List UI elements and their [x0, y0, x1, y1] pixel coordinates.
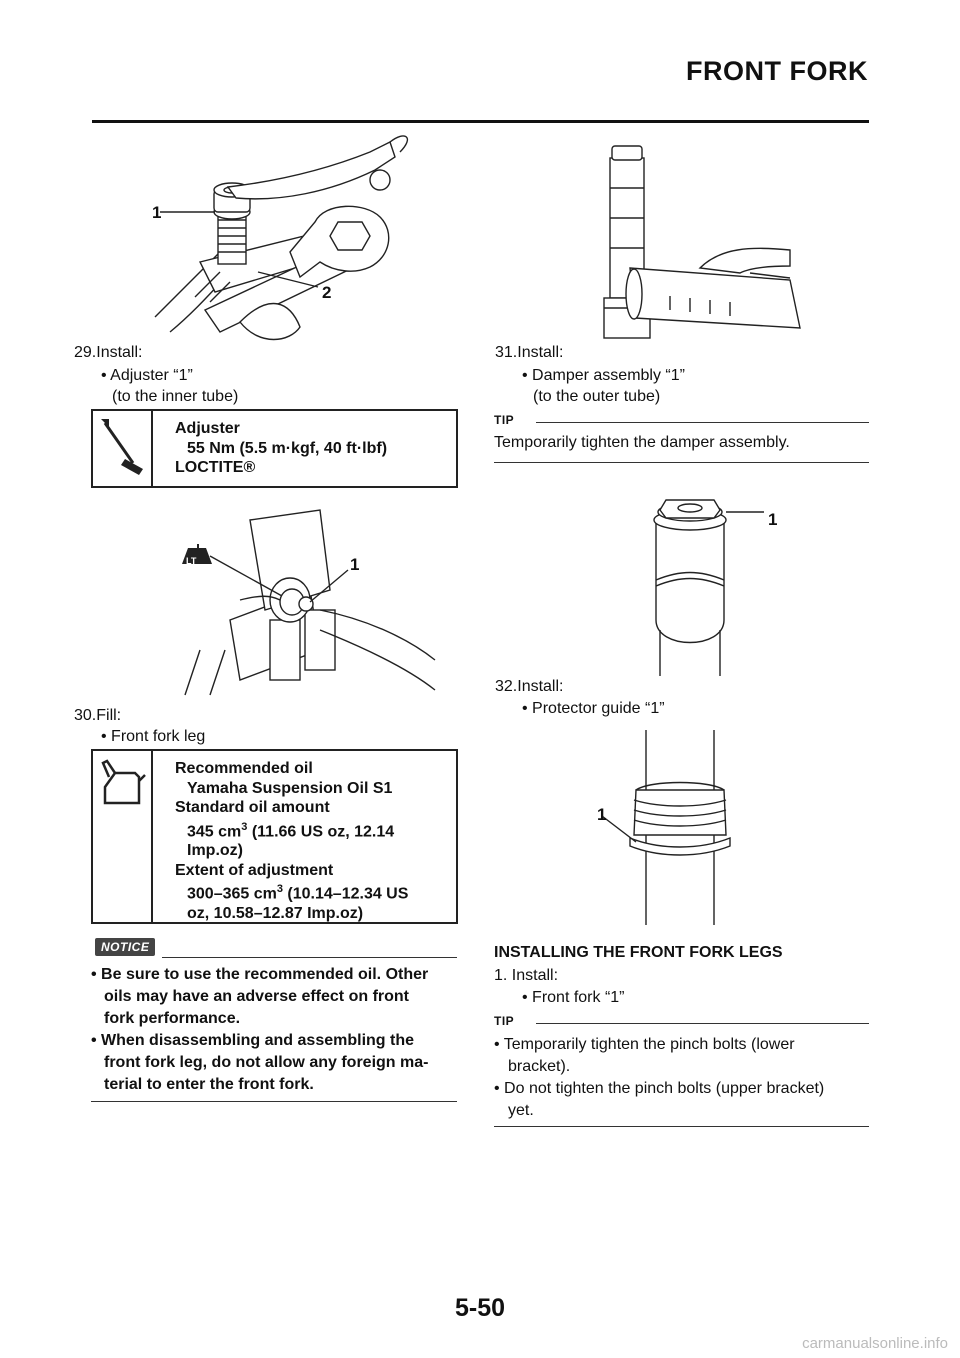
step-31-item-note: (to the outer tube) — [533, 388, 661, 405]
notice-line-2: oils may have an adverse effect on front — [104, 988, 409, 1005]
tip-text-31: Temporarily tighten the damper assembly. — [494, 434, 790, 451]
notice-top-rule — [162, 957, 457, 958]
fig2-callout-1: 1 — [350, 555, 360, 574]
notice-line-5: front fork leg, do not allow any foreign ma- — [104, 1054, 429, 1071]
tip-line-4: yet. — [508, 1102, 534, 1119]
notice-line-1: • Be sure to use the recommended oil. Other — [91, 966, 429, 983]
torque-spec-box — [91, 409, 458, 488]
tip-line-3: • Do not tighten the pinch bolts (upper bracket) — [494, 1080, 825, 1097]
tip-bottom-rule-31 — [494, 462, 869, 463]
watermark: carmanualsonline.info — [802, 1335, 948, 1352]
oil-adjust-value: 300–365 $cm^3$ (10.14–12.34 US — [187, 883, 409, 903]
tip-bottom-rule-section — [494, 1126, 869, 1127]
step-31-title: 31.Install: — [495, 344, 564, 361]
spec-item-name: Adjuster — [175, 420, 240, 437]
oil-adjust-label: Extent of adjustment — [175, 861, 334, 879]
spec-icon-cell — [93, 411, 153, 486]
page-title: FRONT FORK — [686, 56, 868, 86]
notice-line-3: fork performance. — [104, 1010, 241, 1027]
protector-callout-1: 1 — [597, 805, 607, 824]
step-32-item: • Protector guide “1” — [522, 700, 665, 717]
step-30-item: • Front fork leg — [101, 728, 206, 745]
callout-2: 2 — [322, 283, 332, 302]
tip-label-31: TIP — [494, 413, 515, 427]
page-number: 5-50 — [454, 1294, 506, 1322]
step-29-item-note: (to the inner tube) — [112, 388, 239, 405]
oil-adjust-value-cont: oz, 10.58–12.87 Imp.oz) — [187, 905, 364, 923]
header-rule — [92, 120, 869, 123]
spec-torque-value: 55 Nm (5.5 m·kgf, 40 ft·lbf) — [187, 439, 388, 457]
oil-label: Recommended oil — [175, 760, 313, 777]
tip-line-1: • Temporarily tighten the pinch bolts (lower — [494, 1036, 795, 1053]
tip-top-rule-section — [536, 1023, 869, 1024]
step-32-title: 32.Install: — [495, 678, 564, 695]
tip-top-rule-31 — [536, 422, 869, 423]
callout-1: 1 — [152, 203, 162, 222]
tip-line-2: bracket). — [508, 1058, 571, 1075]
damper-callout-1: 1 — [768, 510, 778, 529]
oil-type: Yamaha Suspension Oil S1 — [187, 779, 393, 797]
step-29-title: 29.Install: — [74, 344, 143, 361]
step-29-item: • Adjuster “1” — [101, 367, 193, 384]
notice-line-4: • When disassembling and assembling the — [91, 1032, 414, 1049]
step-31-item: • Damper assembly “1” — [522, 367, 685, 384]
spec-loctite: LOCTITE® — [175, 459, 256, 476]
lt-badge: LT — [186, 556, 197, 566]
oil-amount-label: Standard oil amount — [175, 799, 330, 816]
adjuster-wrench-figure — [140, 132, 430, 347]
section-heading: INSTALLING THE FRONT FORK LEGS — [494, 944, 783, 961]
notice-badge: NOTICE — [95, 938, 155, 956]
oil-spec-box — [91, 749, 458, 924]
notice-bottom-rule — [91, 1101, 457, 1102]
spec-icon-cell — [93, 751, 153, 922]
notice-line-6: terial to enter the front fork. — [104, 1076, 314, 1093]
oil-amount-value-cont: Imp.oz) — [187, 842, 243, 860]
tip-label-section: TIP — [494, 1014, 515, 1028]
protector-guide-figure — [590, 730, 750, 925]
adjuster-clamp-figure — [170, 500, 440, 700]
torque-wrench-icon — [93, 411, 151, 486]
section-step-1-item: • Front fork “1” — [522, 989, 625, 1006]
oil-amount-value: 345 $cm^3$ (11.66 US oz, 12.14 — [187, 820, 395, 840]
damper-install-figure — [590, 138, 810, 346]
oil-can-icon — [93, 751, 151, 821]
step-30-title: 30.Fill: — [74, 707, 122, 724]
section-step-1: 1. Install: — [494, 967, 559, 984]
